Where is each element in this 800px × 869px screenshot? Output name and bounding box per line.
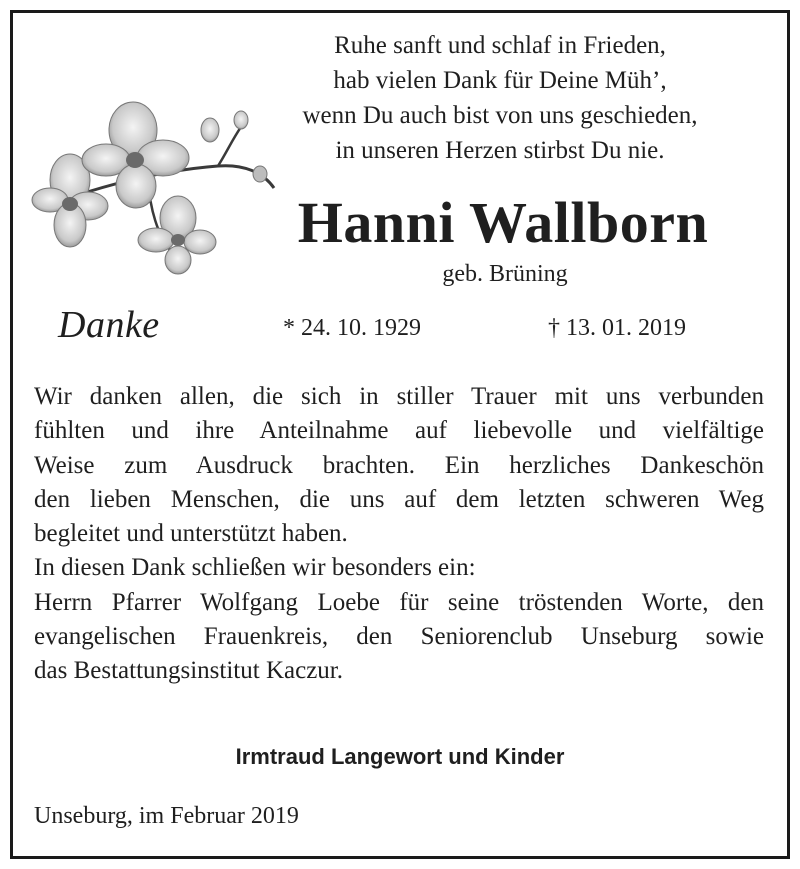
orchid-branch-icon <box>28 100 278 275</box>
maiden-name: geb. Brüning <box>442 261 568 287</box>
text-line: Weise zum Ausdruck brachten. Ein herzliches Dankeschön <box>34 451 764 479</box>
text-line: Herrn Pfarrer Wolfgang Loebe für seine tröstenden Worte, den <box>34 588 764 616</box>
birth-date: * 24. 10. 1929 <box>283 315 421 341</box>
deceased-name: Hanni Wallborn <box>297 190 709 255</box>
poem-line: in unseren Herzen stirbst Du nie. <box>335 137 665 164</box>
death-date: † 13. 01. 2019 <box>548 315 686 341</box>
place-date: Unseburg, im Februar 2019 <box>34 803 299 829</box>
thanks-text <box>34 380 764 689</box>
text-line: das Bestattungsinstitut Kaczur. <box>34 657 343 685</box>
poem-line: hab vielen Dank für Deine Müh’, <box>333 67 667 94</box>
poem-line: wenn Du auch bist von uns geschieden, <box>302 102 698 129</box>
thanks-heading: Danke <box>58 304 160 346</box>
text-line: Wir danken allen, die sich in stiller Trauer mit uns verbunden <box>34 383 764 410</box>
text-line: In diesen Dank schließen wir besonders ein: <box>34 554 476 582</box>
text-line: fühlten und ihre Anteilnahme auf liebevolle und vielfältige <box>34 417 764 445</box>
text-line: den lieben Menschen, die uns auf dem letzten schweren Weg <box>34 485 764 513</box>
signature: Irmtraud Langewort und Kinder <box>235 744 565 769</box>
text-line: begleitet und unterstützt haben. <box>34 520 348 548</box>
text-line: evangelischen Frauenkreis, den Seniorenclub Unseburg sowie <box>34 623 764 651</box>
memorial-poem <box>250 28 750 168</box>
poem-line: Ruhe sanft und schlaf in Frieden, <box>334 32 666 59</box>
